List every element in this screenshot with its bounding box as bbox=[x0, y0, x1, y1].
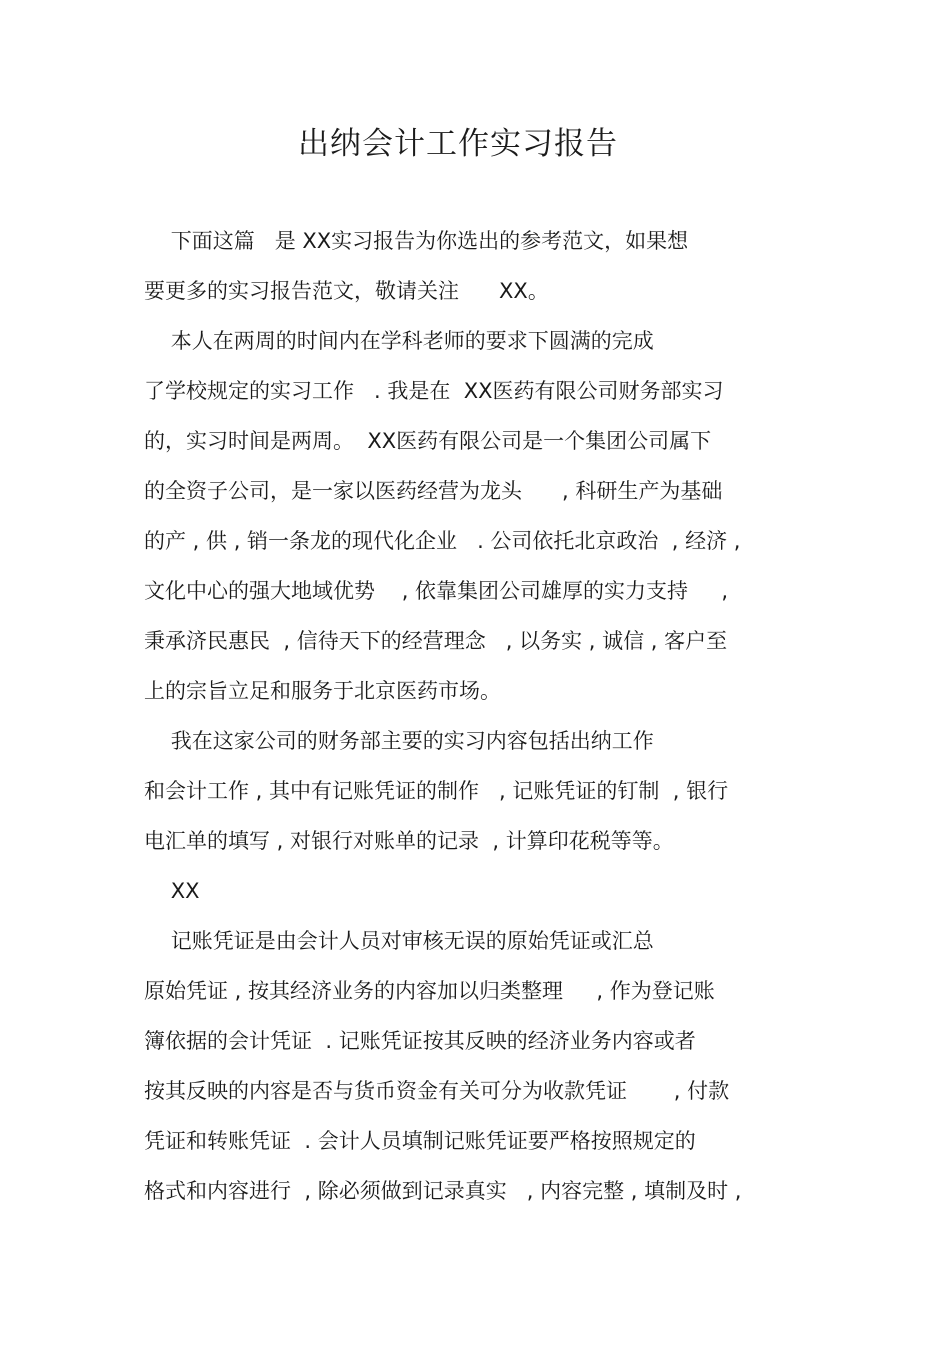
body-line: 下面这篇 是 XX实习报告为你选出的参考范文，如果想 bbox=[144, 229, 689, 253]
body-line: 记账凭证是由会计人员对审核无误的原始凭证或汇总 bbox=[144, 929, 654, 953]
body-line: 簿依据的会计凭证 . 记账凭证按其反映的经济业务内容或者 bbox=[144, 1029, 696, 1053]
body-line: 格式和内容进行 , 除必须做到记录真实 , 内容完整 , 填制及时 , bbox=[144, 1179, 742, 1203]
body-line: 本人在两周的时间内在学科老师的要求下圆满的完成 bbox=[144, 329, 654, 353]
document-body bbox=[144, 216, 834, 1216]
body-line: 和会计工作 , 其中有记账凭证的制作 , 记账凭证的钉制 , 银行 bbox=[144, 779, 729, 803]
body-line: 的产 , 供 , 销一条龙的现代化企业 . 公司依托北京政治 , 经济 , bbox=[144, 529, 741, 553]
body-line: 秉承济民惠民 , 信待天下的经营理念 , 以务实 , 诚信 , 客户至 bbox=[144, 629, 728, 653]
body-line: 我在这家公司的财务部主要的实习内容包括出纳工作 bbox=[144, 729, 654, 753]
body-line: 上的宗旨立足和服务于北京医药市场。 bbox=[144, 679, 501, 703]
body-line: 要更多的实习报告范文，敬请关注 XX。 bbox=[144, 279, 549, 303]
body-line: 凭证和转账凭证 . 会计人员填制记账凭证要严格按照规定的 bbox=[144, 1129, 696, 1153]
document-title: 出纳会计工作实习报告 bbox=[298, 126, 618, 162]
body-line: 了学校规定的实习工作 . 我是在 XX医药有限公司财务部实习 bbox=[144, 379, 724, 403]
body-line: 的全资子公司，是一家以医药经营为龙头 , 科研生产为基础 bbox=[144, 479, 723, 503]
body-line: 电汇单的填写 , 对银行对账单的记录 , 计算印花税等等。 bbox=[144, 829, 674, 853]
body-line: 按其反映的内容是否与货币资金有关可分为收款凭证 , 付款 bbox=[144, 1079, 730, 1103]
body-line: 文化中心的强大地域优势 , 依靠集团公司雄厚的实力支持 , bbox=[144, 579, 729, 603]
body-line: 的，实习时间是两周。 XX医药有限公司是一个集团公司属下 bbox=[144, 429, 712, 453]
body-line: 原始凭证 , 按其经济业务的内容加以归类整理 , 作为登记账 bbox=[144, 979, 715, 1003]
section-heading: XX bbox=[144, 879, 200, 903]
